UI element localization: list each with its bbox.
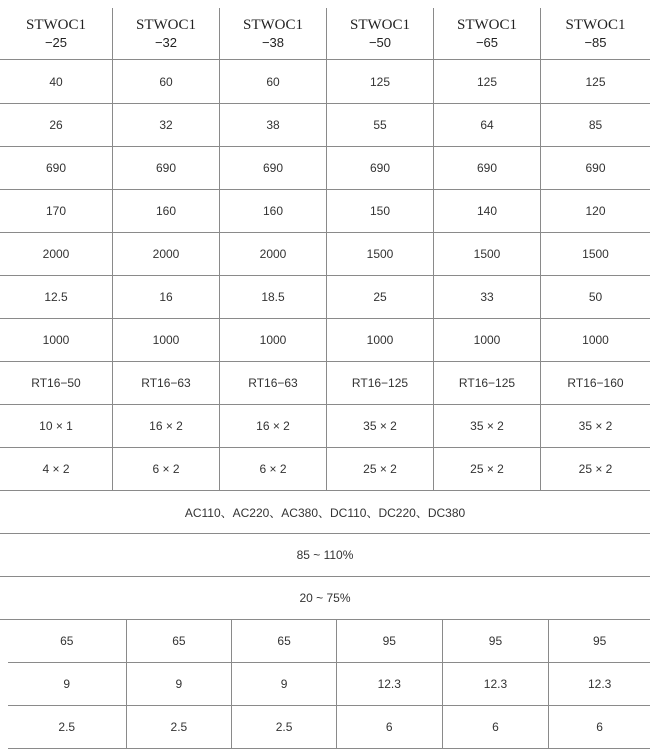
table-cell: 6 × 2 (113, 448, 220, 490)
table-cell: 18.5 (220, 276, 327, 318)
table-cell: 150 (327, 190, 434, 232)
table-cell: 32 (113, 104, 220, 146)
header-cell: STWOC1 −32 (113, 8, 220, 59)
table-cell: RT16−160 (567, 376, 624, 390)
table-cell: 170 (0, 190, 113, 232)
table-cell: 6 (337, 706, 443, 748)
table-cell: 26 (0, 104, 113, 146)
table-cell: 2000 (220, 233, 327, 275)
header-cell: STWOC1 −38 (220, 8, 327, 59)
table-cell: 125 (585, 74, 606, 89)
table-cell: 35 × 2 (434, 405, 541, 447)
table-cell: 2000 (113, 233, 220, 275)
table-cell: 25 × 2 (578, 462, 613, 476)
table-cell: RT16−125 (327, 362, 434, 404)
table-cell: 6 (596, 720, 603, 734)
table-cell: 1000 (582, 333, 609, 347)
table-cell: 2.5 (232, 706, 337, 748)
table-cell: 50 (588, 290, 603, 304)
table-cell: 25 (327, 276, 434, 318)
table-cell: 1000 (0, 319, 113, 361)
table-cell: 85 (588, 118, 603, 132)
table-cell: 160 (220, 190, 327, 232)
table-row (0, 147, 650, 190)
table-cell: 25 × 2 (327, 448, 434, 490)
header-cell: STWOC1 −50 (327, 8, 434, 59)
table-cell: 125 (327, 60, 434, 103)
table-cell: 65 (8, 620, 127, 662)
table-cell: 690 (113, 147, 220, 189)
table-cell: RT16−63 (113, 362, 220, 404)
table-cell: 16 × 2 (220, 405, 327, 447)
table-cell: 120 (585, 204, 606, 218)
table-cell: 60 (220, 60, 327, 103)
header-cell: STWOC1 −25 (0, 8, 113, 59)
table-cell: 9 (8, 663, 127, 705)
table-cell: 12.5 (0, 276, 113, 318)
merged-cell: 85 ~ 110% (296, 548, 354, 562)
merged-cell: AC110、AC220、AC380、DC110、DC220、DC380 (184, 505, 466, 520)
table-cell: 16 (113, 276, 220, 318)
table-cell: 25 × 2 (434, 448, 541, 490)
table-cell: 33 (434, 276, 541, 318)
table-row (0, 319, 650, 362)
merged-row (0, 534, 650, 577)
table-cell: 1000 (327, 319, 434, 361)
table-cell: 140 (434, 190, 541, 232)
header-cell: STWOC1 −65 (434, 8, 541, 59)
table-row (0, 405, 650, 448)
table-cell: 690 (327, 147, 434, 189)
table-cell: 9 (232, 663, 337, 705)
table-cell: 65 (127, 620, 233, 662)
table-cell: 16 × 2 (113, 405, 220, 447)
header-cell: STWOC1 −85 (565, 16, 626, 50)
table-cell: 1000 (113, 319, 220, 361)
table-cell: 1500 (434, 233, 541, 275)
table-row (0, 60, 650, 104)
table-cell: 10 × 1 (0, 405, 113, 447)
table-cell: 6 (443, 706, 550, 748)
table-cell: 65 (232, 620, 337, 662)
table-cell: 35 × 2 (578, 419, 613, 433)
table-cell: 95 (337, 620, 443, 662)
header-row (0, 8, 650, 60)
table-row (0, 276, 650, 319)
table-cell: 2.5 (127, 706, 233, 748)
table-cell: RT16−125 (434, 362, 541, 404)
table-cell: 2000 (0, 233, 113, 275)
table-cell: 4 × 2 (0, 448, 113, 490)
table-cell: 160 (113, 190, 220, 232)
table-cell: 690 (585, 161, 606, 175)
table-cell: 55 (327, 104, 434, 146)
table-cell: 1500 (327, 233, 434, 275)
table-row (0, 448, 650, 491)
table-row (8, 620, 650, 663)
table-row (0, 190, 650, 233)
table-cell: 690 (220, 147, 327, 189)
table-cell: 6 × 2 (220, 448, 327, 490)
table-cell: RT16−50 (0, 362, 113, 404)
table-cell: 12.3 (587, 677, 612, 691)
table-cell: 40 (0, 60, 113, 103)
merged-row (0, 577, 650, 620)
table-cell: 35 × 2 (327, 405, 434, 447)
table-cell: 95 (592, 634, 607, 648)
table-row (0, 362, 650, 405)
table-cell: 125 (434, 60, 541, 103)
table-cell: 12.3 (337, 663, 443, 705)
table-cell: RT16−63 (220, 362, 327, 404)
spec-table (0, 8, 650, 749)
table-cell: 1000 (220, 319, 327, 361)
table-row (0, 233, 650, 276)
table-cell: 9 (127, 663, 233, 705)
table-cell: 690 (0, 147, 113, 189)
merged-cell: 20 ~ 75% (299, 591, 351, 605)
table-row (8, 706, 650, 749)
table-row (8, 663, 650, 706)
table-cell: 12.3 (443, 663, 550, 705)
table-cell: 38 (220, 104, 327, 146)
table-cell: 1000 (434, 319, 541, 361)
table-cell: 2.5 (8, 706, 127, 748)
merged-row (0, 491, 650, 534)
table-cell: 1500 (582, 247, 609, 261)
table-row (0, 104, 650, 147)
table-cell: 690 (434, 147, 541, 189)
table-cell: 60 (113, 60, 220, 103)
table-cell: 64 (434, 104, 541, 146)
table-cell: 95 (443, 620, 550, 662)
